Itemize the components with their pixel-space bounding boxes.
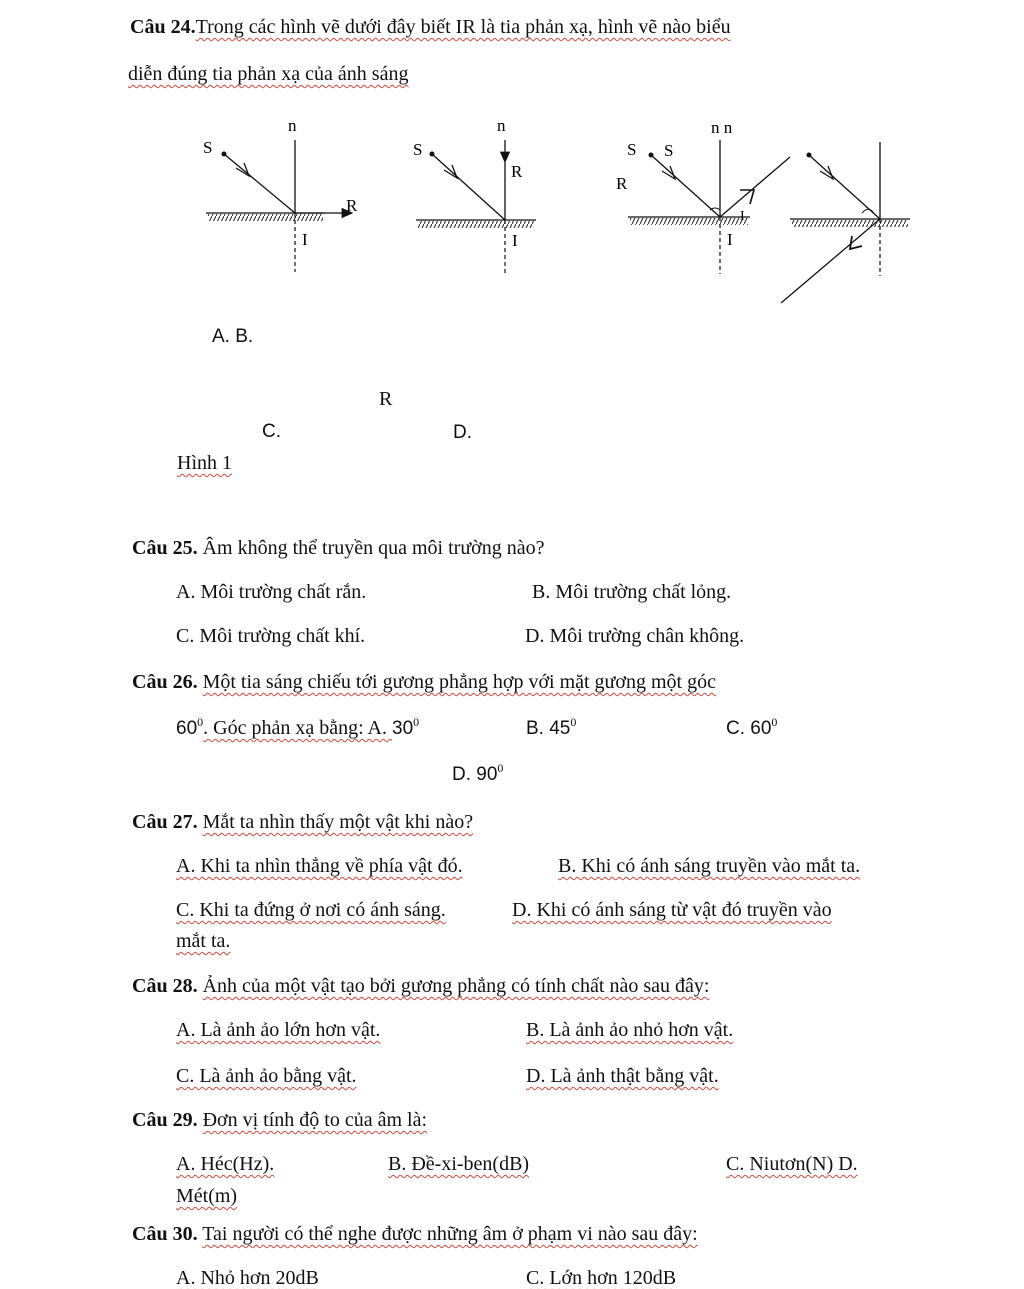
q26-question	[132, 672, 716, 692]
mirror-2	[418, 221, 534, 228]
incident-ray-1	[224, 154, 295, 213]
q26-rest: . Góc phản xạ bằng: A.	[203, 717, 392, 739]
q28-option-b: B. Là ảnh ảo nhỏ hơn vật.	[526, 1019, 734, 1041]
fig1-s: S	[203, 138, 213, 157]
q24-label: Câu 24.	[130, 16, 196, 38]
q24-r-label: R	[379, 388, 393, 410]
q25-text: Âm không thể truyền qua môi trường nào?	[202, 537, 545, 559]
fig3-s2: S	[664, 141, 674, 160]
q28-label: Câu 28.	[132, 975, 198, 997]
q29-label: Câu 29.	[132, 1109, 198, 1131]
q24-option-c: C.	[262, 421, 281, 442]
reflected-ray-4	[781, 219, 880, 303]
figure-1	[203, 116, 358, 272]
figure-2	[413, 116, 536, 276]
q28-option-c: C. Là ảnh ảo bằng vật.	[176, 1065, 357, 1087]
fig2-i: I	[512, 231, 518, 250]
q26-option-b: B. $45^0$	[526, 715, 577, 739]
fig1-i: I	[302, 230, 308, 249]
q24-text-line2: diễn đúng tia phản xạ của ánh sáng	[128, 63, 409, 85]
q28-option-a: A. Là ảnh ảo lớn hơn vật.	[176, 1019, 381, 1041]
q24-options-ab: A. B.	[212, 326, 254, 347]
q26-line2: $60^0$. Góc phản xạ bằng: A. $30^0$	[176, 715, 420, 739]
q25-label: Câu 25.	[132, 537, 198, 559]
q24-text-line1: Trong các hình vẽ dưới đây biết IR là tia phản xạ, hình vẽ nào biểu	[195, 16, 731, 38]
figure-4	[781, 142, 910, 303]
reflected-ray-3	[720, 157, 790, 217]
fig2-s: S	[413, 140, 423, 159]
fig3-i: I	[727, 230, 733, 249]
q27-text: Mắt ta nhìn thấy một vật khi nào?	[202, 811, 474, 833]
fig1-n: n	[288, 116, 297, 135]
q30-text: Tai người có thể nghe được những âm ở phạm vi nào sau đây:	[202, 1223, 698, 1245]
q25-option-d: D. Môi trường chân không.	[525, 625, 745, 647]
q24-figure-caption: Hình 1	[177, 452, 232, 474]
q26-angle: 60	[176, 718, 198, 739]
fig1-r: R	[346, 196, 358, 215]
q26-option-d: D. $90^0$	[452, 761, 504, 785]
incident-ray-3	[651, 155, 720, 217]
mirror-4	[792, 220, 908, 227]
q24-reflection-figures	[0, 0, 1024, 320]
q29-option-a: A. Héc(Hz).	[176, 1153, 275, 1175]
q29-text: Đơn vị tính độ to của âm là:	[202, 1109, 428, 1131]
q30-option-a: A. Nhỏ hơn 20dB	[176, 1267, 319, 1289]
q25-option-c: C. Môi trường chất khí.	[176, 625, 366, 647]
q30-question	[132, 1224, 698, 1244]
q27-option-b: B. Khi có ánh sáng truyền vào mắt ta.	[558, 855, 861, 877]
q26-label: Câu 26.	[132, 671, 198, 693]
q27-option-c: C. Khi ta đứng ở nơi có ánh sáng.	[176, 899, 446, 921]
fig3-n: n n	[711, 118, 733, 137]
q24-option-d: D.	[453, 422, 472, 443]
q27-label: Câu 27.	[132, 811, 198, 833]
q29-option-b: B. Đề-xi-ben(dB)	[388, 1153, 530, 1175]
q25-option-b: B. Môi trường chất lỏng.	[532, 581, 732, 603]
incident-ray-2	[432, 154, 505, 220]
q30-label: Câu 30.	[132, 1223, 198, 1245]
q28-question	[132, 976, 709, 996]
q28-option-d: D. Là ảnh thật bằng vật.	[526, 1065, 719, 1087]
q26-text: Một tia sáng chiếu tới gương phẳng hợp với mặt gương một góc	[202, 671, 716, 693]
fig2-r: R	[511, 162, 523, 181]
q30-option-c: C. Lớn hơn 120dB	[526, 1267, 677, 1289]
mirror-3	[630, 218, 748, 225]
q26-a-value: 30	[392, 718, 414, 739]
q25-question	[132, 538, 544, 558]
q28-text: Ảnh của một vật tạo bởi gương phẳng có tính chất nào sau đây:	[202, 975, 710, 997]
q27-option-a: A. Khi ta nhìn thẳng về phía vật đó.	[176, 855, 463, 877]
mirror-1	[208, 214, 323, 221]
q29-option-c: C. Niutơn(N) D.	[726, 1153, 858, 1175]
q26-option-c: C. $60^0$	[726, 715, 778, 739]
fig3-r: R	[616, 174, 628, 193]
q26-angle-sup: 0	[197, 715, 204, 729]
q27-option-d: D. Khi có ánh sáng từ vật đó truyền vào	[512, 899, 832, 921]
q29-option-d: Mét(m)	[176, 1185, 238, 1207]
fig3-s1: S	[627, 140, 637, 159]
q29-question	[132, 1110, 427, 1130]
q27-question	[132, 812, 473, 832]
q25-option-a: A. Môi trường chất rắn.	[176, 581, 367, 603]
fig2-n: n	[497, 116, 506, 135]
q27-option-d-cont: mắt ta.	[176, 930, 231, 952]
figure-3	[616, 118, 790, 274]
fig3-i-small: I	[740, 209, 745, 224]
